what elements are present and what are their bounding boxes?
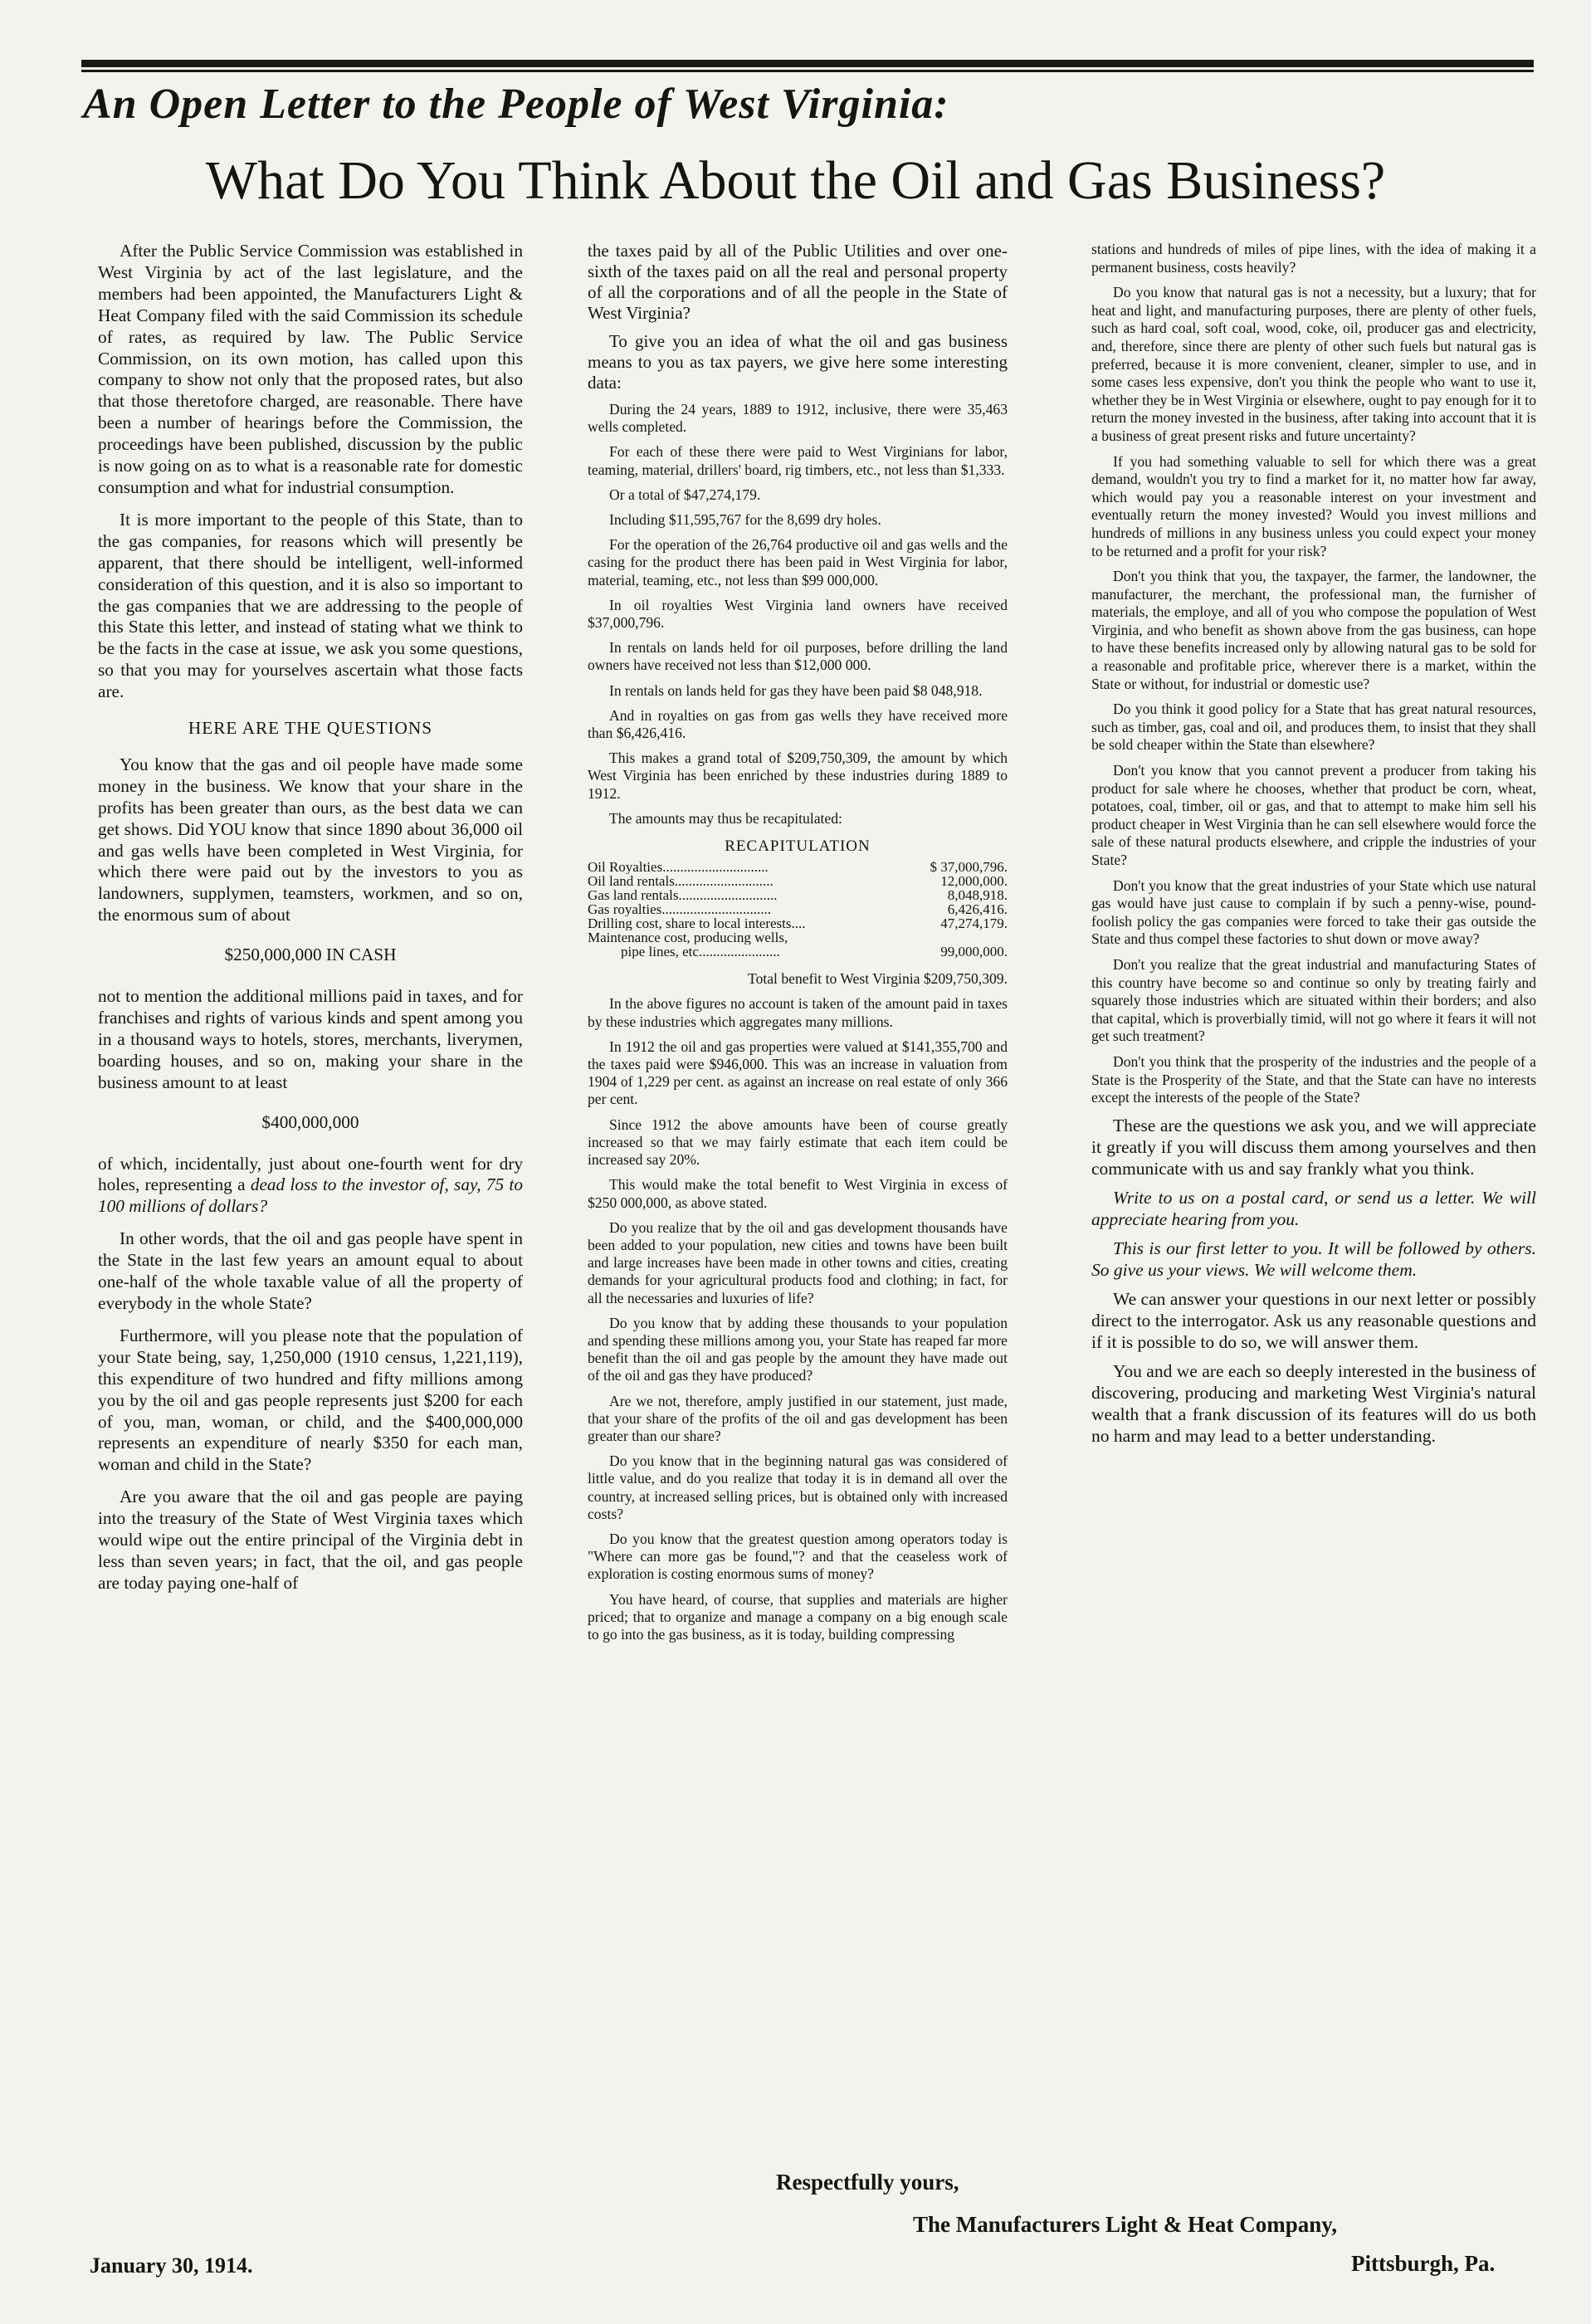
table-row: [588, 860, 1008, 874]
cash-amount: $250,000,000 IN CASH: [224, 945, 397, 965]
recap-amount: $ 37,000,796.: [930, 859, 1008, 876]
company-city: Pittsburgh, Pa.: [1351, 2251, 1496, 2276]
paragraph: We can answer your questions in our next letter or possibly direct to the interrogator. Ask us any reasonable questions and if it is possible to do so, we will answer them.: [1091, 1288, 1536, 1352]
paragraph: You have heard, of course, that supplies and materials are higher priced; that to organize and manage a company on a big enough scale to go into the gas business, as it is today, building compressing: [588, 1590, 1008, 1643]
paragraph: To give you an idea of what the oil and gas business means to you as tax payers, we give here some interesting data:: [588, 331, 1008, 393]
paragraph: Since 1912 the above amounts have been of course greatly increased so that we may fairly estimate that each item could be increased say 20%.: [588, 1116, 1008, 1169]
paragraph: For the operation of the 26,764 productive oil and gas wells and the casing for the product there has been paid in West Virginia for labor, material, teaming, etc., not less than $99 000,000.: [588, 536, 1008, 588]
total-amount: $400,000,000: [261, 1111, 359, 1132]
paragraph: Do you know that natural gas is not a necessity, but a luxury; that for heat and light, and manufacturing purposes, there are plenty of other fuels, such as hard coal, soft coal, wood, coke, oil, producer gas and electricity, and, therefore, since there are plenty of other such fuels but natural gas is preferred, because it is more convenient, cleaner, simpler to use, and in some cases less expensive, don't you think the people who want to use it, whether they be in West Virginia or elsewhere, ought to pay enough for it to return the money invested in the business, after taking into account that it is a business of great present risks and future uncertainty?: [1091, 284, 1536, 444]
paragraph: Are we not, therefore, amply justified in our statement, just made, that your share of the profits of the oil and gas development has been greater than our share?: [588, 1392, 1008, 1444]
paragraph: You and we are each so deeply interested in the business of discovering, producing and marketing West Virginia's natural wealth that a frank discussion of its features will do us both no harm and may lead to a better understanding.: [1091, 1360, 1536, 1446]
table-row: [588, 902, 1008, 916]
recap-label: Oil Royalties..............................: [588, 860, 769, 875]
paragraph: Are you aware that the oil and gas people are paying into the treasury of the State of West Virginia taxes which would wipe out the entire principal of the Virginia debt in less than seven years; in fact, that the oil, and gas people are today paying one-half of: [98, 1487, 523, 1593]
paragraph: The amounts may thus be recapitulated:: [609, 809, 842, 827]
letter-date: January 30, 1914.: [90, 2253, 253, 2278]
paragraph: In rentals on lands held for oil purposes, before drilling the land owners have received not less than $12,000 000.: [588, 639, 1008, 674]
paragraph: not to mention the additional millions paid in taxes, and for franchises and rights of various kinds and spent among you in a thousand ways to hotels, stores, merchants, liverymen, boarding houses, and so on, making your share in the business amount to at least: [98, 986, 523, 1092]
paragraph: Don't you know that the great industries of your State which use natural gas would have just cause to complain if by such a penny-wise, pound-foolish policy the gas companies were forced to take their gas outside the State and thus compel these factories to shut down or move away?: [1091, 876, 1536, 948]
paragraph: And in royalties on gas from gas wells they have received more than $6,426,416.: [588, 706, 1008, 742]
recap-label: Gas land rentals............................: [588, 888, 778, 903]
paragraph: In the above figures no account is taken of the amount paid in taxes by these industries which aggregates many millions.: [588, 995, 1008, 1030]
italic-paragraph: Write to us on a postal card, or send us a letter. We will appreciate hearing from you.: [1091, 1187, 1536, 1229]
paragraph: In 1912 the oil and gas properties were valued at $141,355,700 and the taxes paid were $946,000. This was an increase in valuation from 1904 of 1,229 per cent. as against an increase on real estate of only 366 per cent.: [588, 1038, 1008, 1108]
italic-paragraph: This is our first letter to you. It will be followed by others. So give us your views. We will welcome them.: [1091, 1238, 1536, 1280]
table-row: [588, 916, 1008, 930]
paragraph: If you had something valuable to sell for which there was a great demand, wouldn't you try to find a market for it, no matter how far away, which would pay you a reasonable interest on your investment and eventually return the money invested? Would you invest millions and hundreds of millions in any business unless you could expect your money to be returned and a profit for your risk?: [1091, 452, 1536, 559]
paragraph: Including $11,595,767 for the 8,699 dry holes.: [609, 511, 881, 529]
table-row: [588, 888, 1008, 902]
recap-label: Drilling cost, share to local interests....: [588, 916, 806, 931]
paragraph: [98, 1154, 523, 1218]
recapitulation-table: [588, 860, 1008, 959]
paragraph: Don't you realize that the great industrial and manufacturing States of this country have become so and continue so only by treating fairly and squarely those industries which are situated within their borders; and also that capital, which is proverbially timid, will not go where it fears it will not get such treatment?: [1091, 955, 1536, 1045]
table-row: [588, 930, 1008, 945]
paragraph: Do you realize that by the oil and gas development thousands have been added to your population, new cities and towns have been built and large increases have been made in other towns and cities, creating demands for your agricultural products food and clothing; in fact, for all the necessaries and luxuries of life?: [588, 1218, 1008, 1306]
paragraph: Don't you think that the prosperity of the industries and the people of a State is the Prosperity of the State, and that the State can have no interests except the interests of the people of the State?: [1091, 1052, 1536, 1106]
signoff: Respectfully yours,: [776, 2170, 959, 2195]
paragraph: This would make the total benefit to West Virginia in excess of $250 000,000, as above stated.: [588, 1176, 1008, 1211]
top-rule-thin: [81, 70, 1534, 72]
paragraph: For each of these there were paid to West Virginians for labor, teaming, material, drillers' board, rig timbers, etc., not less than $1,333.: [588, 443, 1008, 478]
paragraph: You know that the gas and oil people have made some money in the business. We know that your share in the profits has been greater than ours, as the best data we can get shows. Did YOU know that since 1890 about 36,000 oil and gas wells have been completed in West Virginia, for which there were paid out by the investors to you as landowners, supplymen, teamsters, workmen, and so on, the enormous sum of about: [98, 754, 523, 925]
recap-amount: 12,000,000.: [940, 873, 1008, 890]
paragraph: the taxes paid by all of the Public Utilities and over one-sixth of the taxes paid on all the real and personal property of all the corporations and of all the people in the State of West Virginia?: [588, 241, 1008, 323]
recap-label: Oil land rentals............................: [588, 874, 774, 889]
text-run: of which, incidentally, just about one-fourth went for dry holes, representing a: [98, 1153, 523, 1195]
recap-amount: 8,048,918.: [947, 887, 1008, 904]
paragraph: After the Public Service Commission was established in West Virginia by act of the last legislature, and the members had been appointed, the Manufacturers Light & Heat Company filed with the said Commission its schedule of rates, as required by law. The Public Service Commission, on its own motion, has called upon this company to show not only that the proposed rates, but also that those theretofore charged, are reasonable. There have been a number of hearings before the Commission, the proceedings have been published, discussion by the public is now going on as to what is a reasonable rate for domestic consumption and what for industrial consumption.: [98, 241, 523, 497]
recap-label: Gas royalties...............................: [588, 902, 771, 917]
section-heading-questions: HERE ARE THE QUESTIONS: [188, 718, 433, 739]
recapitulation-heading: RECAPITULATION: [725, 837, 871, 856]
italic-text-run: dead loss to the investor of, say, 75 to 100 millions of dollars?: [98, 1174, 523, 1217]
paragraph: Do you know that in the beginning natural gas was considered of little value, and do you realize that today it is in demand all over the country, at increased selling prices, but is obtained only with increased costs?: [588, 1452, 1008, 1522]
paragraph: Do you know that the greatest question among operators today is "Where can more gas be found,"? and that the ceaseless work of exploration is costing enormous sums of money?: [588, 1530, 1008, 1583]
table-row: [588, 945, 1008, 959]
paragraph: Don't you think that you, the taxpayer, the farmer, the landowner, the manufacturer, the merchant, the professional man, the furnisher of materials, the employe, and all of you who compose the population of West Virginia, and who benefit as shown above from the gas business, can hope to have these benefits increased only by allowing natural gas to be sold for a reasonable and profitable price, wherever there is a market, within the State or without, for industrial or domestic use?: [1091, 568, 1536, 692]
paragraph: In rentals on lands held for gas they have been paid $8 048,918.: [609, 681, 983, 699]
paragraph: These are the questions we ask you, and we will appreciate it greatly if you will discuss them among yourselves and then communicate with us and say frankly what you think.: [1091, 1115, 1536, 1179]
paragraph: Do you know that by adding these thousands to your population and spending these millions among you, your State has reaped far more benefit than the oil and gas people by the amount they have made out of the oil and gas they have produced?: [588, 1314, 1008, 1384]
top-rule: [81, 60, 1534, 67]
recap-amount: 47,274,179.: [940, 915, 1008, 932]
column-2: [588, 241, 1008, 2233]
paragraph: In other words, that the oil and gas people have spent in the State in the last few years an amount equal to about one-half of the whole taxable value of all the property of everybody in the whole State?: [98, 1228, 523, 1313]
paragraph: In oil royalties West Virginia land owners have received $37,000,796.: [588, 596, 1008, 632]
paragraph: This makes a grand total of $209,750,309, the amount by which West Virginia has been enriched by these industries during 1889 to 1912.: [588, 749, 1008, 802]
paragraph: Or a total of $47,274,179.: [609, 486, 761, 503]
column-3: [1091, 241, 1536, 2233]
recap-label: pipe lines, etc.......................: [621, 945, 780, 959]
recap-amount: [897, 930, 1008, 945]
column-1: [98, 241, 523, 2233]
paragraph: Do you think it good policy for a State that has great natural resources, such as timber, gas, coal and oil, and produces them, to insist that they shall be sold cheaper within the State than elsewhere?: [1091, 701, 1536, 754]
paragraph: stations and hundreds of miles of pipe lines, with the idea of making it a permanent business, costs heavily?: [1091, 241, 1536, 276]
recap-amount: 99,000,000.: [940, 944, 1008, 960]
paragraph: Furthermore, will you please note that the population of your State being, say, 1,250,000 (1910 census, 1,221,119), this expenditure of two hundred and fifty millions among you by the oil and gas people represents just $200 for each of you, man, woman, or child, and the $400,000,000 represents an expenditure of nearly $350 for each man, woman and child in the State?: [98, 1325, 523, 1475]
paragraph: During the 24 years, 1889 to 1912, inclusive, there were 35,463 wells completed.: [588, 401, 1008, 436]
company-name: The Manufacturers Light & Heat Company,: [913, 2212, 1337, 2237]
table-row: [588, 874, 1008, 888]
paragraph: It is more important to the people of this State, than to the gas companies, for reasons which will presently be apparent, that there should be intelligent, well-informed consideration of this question, and it is also so important to the gas companies that we are addressing to the people of this State this letter, and instead of stating what we think to be the facts in the case at issue, we ask you some questions, so that you may for yourselves ascertain what those facts are.: [98, 509, 523, 702]
paragraph: Don't you know that you cannot prevent a producer from taking his product for sale where he chooses, whether that product be corn, wheat, potatoes, coal, timber, oil or gas, and that to attempt to make him sell his product cheaper in West Virginia than he can sell elsewhere would force the sale of these natural products elsewhere, and cripple the industries of your State?: [1091, 762, 1536, 868]
headline-open-letter: An Open Letter to the People of West Virginia:: [83, 81, 949, 128]
recap-amount: 6,426,416.: [947, 901, 1008, 918]
headline-main-question: What Do You Think About the Oil and Gas Business?: [205, 150, 1386, 211]
recap-label: Maintenance cost, producing wells,: [588, 930, 788, 945]
recap-total: Total benefit to West Virginia $209,750,309.: [748, 970, 1008, 988]
